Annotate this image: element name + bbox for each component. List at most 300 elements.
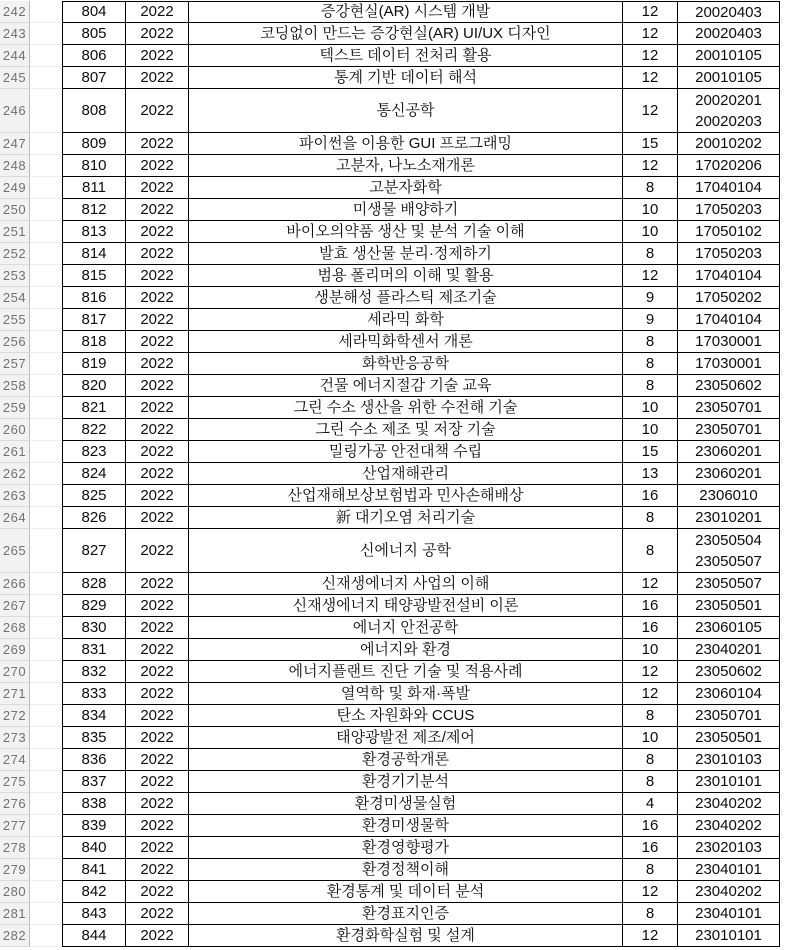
cell-year[interactable]: 2022 bbox=[126, 661, 189, 683]
cell-no[interactable]: 835 bbox=[62, 727, 126, 749]
row-header[interactable]: 280 bbox=[0, 881, 30, 903]
row-header[interactable]: 257 bbox=[0, 353, 30, 375]
cell-no[interactable]: 833 bbox=[62, 683, 126, 705]
cell-hours[interactable]: 8 bbox=[623, 529, 678, 573]
cell-hours[interactable]: 13 bbox=[623, 463, 678, 485]
empty-column-cell[interactable] bbox=[30, 639, 62, 661]
cell-no[interactable]: 809 bbox=[62, 133, 126, 155]
cell-code[interactable] bbox=[678, 199, 780, 221]
empty-column-cell[interactable] bbox=[30, 353, 62, 375]
cell-year[interactable]: 2022 bbox=[126, 705, 189, 727]
cell-no[interactable]: 828 bbox=[62, 573, 126, 595]
cell-hours[interactable]: 4 bbox=[623, 793, 678, 815]
cell-course-name[interactable]: 코딩없이 만드는 증강현실(AR) UI/UX 디자인 bbox=[189, 23, 623, 45]
cell-no[interactable]: 840 bbox=[62, 837, 126, 859]
cell-code[interactable] bbox=[678, 23, 780, 45]
row-header[interactable]: 263 bbox=[0, 485, 30, 507]
empty-column-cell[interactable] bbox=[30, 1, 62, 23]
cell-hours[interactable]: 16 bbox=[623, 837, 678, 859]
empty-column-cell[interactable] bbox=[30, 485, 62, 507]
cell-no[interactable]: 812 bbox=[62, 199, 126, 221]
cell-course-name[interactable]: 신재생에너지 태양광발전설비 이론 bbox=[189, 595, 623, 617]
code-line: 20010202 bbox=[695, 135, 762, 152]
cell-course-name[interactable]: 신에너지 공학 bbox=[189, 529, 623, 573]
cell-hours[interactable]: 15 bbox=[623, 441, 678, 463]
cell-no[interactable]: 827 bbox=[62, 529, 126, 573]
cell-code[interactable] bbox=[678, 419, 780, 441]
cell-no[interactable]: 813 bbox=[62, 221, 126, 243]
cell-course-name[interactable]: 환경통계 및 데이터 분석 bbox=[189, 881, 623, 903]
cell-hours[interactable]: 12 bbox=[623, 573, 678, 595]
cell-no[interactable]: 823 bbox=[62, 441, 126, 463]
cell-code[interactable] bbox=[678, 221, 780, 243]
cell-year[interactable]: 2022 bbox=[126, 463, 189, 485]
empty-column-cell[interactable] bbox=[30, 199, 62, 221]
row-header[interactable]: 259 bbox=[0, 397, 30, 419]
cell-no[interactable]: 841 bbox=[62, 859, 126, 881]
cell-no[interactable]: 836 bbox=[62, 749, 126, 771]
cell-code[interactable] bbox=[678, 793, 780, 815]
cell-course-name[interactable]: 증강현실(AR) 시스템 개발 bbox=[189, 1, 623, 23]
row-header[interactable]: 279 bbox=[0, 859, 30, 881]
cell-hours[interactable]: 12 bbox=[623, 1, 678, 23]
cell-code[interactable] bbox=[678, 727, 780, 749]
cell-course-name[interactable]: 新 대기오염 처리기술 bbox=[189, 507, 623, 529]
cell-no[interactable]: 805 bbox=[62, 23, 126, 45]
cell-year[interactable]: 2022 bbox=[126, 683, 189, 705]
cell-no[interactable]: 804 bbox=[62, 1, 126, 23]
row-header[interactable]: 260 bbox=[0, 419, 30, 441]
cell-no[interactable]: 806 bbox=[62, 45, 126, 67]
cell-course-name[interactable]: 고분자, 나노소재개론 bbox=[189, 155, 623, 177]
cell-code[interactable] bbox=[678, 815, 780, 837]
cell-course-name[interactable]: 환경영향평가 bbox=[189, 837, 623, 859]
row-header[interactable]: 272 bbox=[0, 705, 30, 727]
empty-column-cell[interactable] bbox=[30, 309, 62, 331]
cell-course-name[interactable]: 환경공학개론 bbox=[189, 749, 623, 771]
cell-year[interactable]: 2022 bbox=[126, 727, 189, 749]
cell-year[interactable]: 2022 bbox=[126, 441, 189, 463]
cell-code[interactable] bbox=[678, 89, 780, 133]
cell-course-name[interactable]: 파이썬을 이용한 GUI 프로그래밍 bbox=[189, 133, 623, 155]
cell-hours[interactable]: 8 bbox=[623, 903, 678, 925]
code-line: 23050507 bbox=[695, 575, 762, 592]
cell-hours[interactable]: 16 bbox=[623, 815, 678, 837]
cell-course-name[interactable]: 탄소 자원화와 CCUS bbox=[189, 705, 623, 727]
cell-course-name[interactable]: 환경미생물학 bbox=[189, 815, 623, 837]
cell-no[interactable]: 825 bbox=[62, 485, 126, 507]
table-row bbox=[0, 793, 786, 815]
cell-code[interactable] bbox=[678, 749, 780, 771]
row-header[interactable]: 275 bbox=[0, 771, 30, 793]
cell-code[interactable] bbox=[678, 837, 780, 859]
cell-year[interactable]: 2022 bbox=[126, 397, 189, 419]
cell-hours[interactable]: 8 bbox=[623, 353, 678, 375]
cell-year[interactable]: 2022 bbox=[126, 749, 189, 771]
cell-year[interactable]: 2022 bbox=[126, 67, 189, 89]
code-line: 23050501 bbox=[695, 729, 762, 746]
cell-year[interactable]: 2022 bbox=[126, 485, 189, 507]
cell-no[interactable]: 844 bbox=[62, 925, 126, 947]
cell-course-name[interactable]: 그린 수소 생산을 위한 수전해 기술 bbox=[189, 397, 623, 419]
table-row bbox=[0, 89, 786, 133]
empty-column-cell[interactable] bbox=[30, 859, 62, 881]
cell-course-name[interactable]: 세라믹화학센서 개론 bbox=[189, 331, 623, 353]
cell-code[interactable] bbox=[678, 661, 780, 683]
cell-course-name[interactable]: 신재생에너지 사업의 이해 bbox=[189, 573, 623, 595]
empty-column-cell[interactable] bbox=[30, 793, 62, 815]
cell-code[interactable] bbox=[678, 881, 780, 903]
cell-no[interactable]: 814 bbox=[62, 243, 126, 265]
cell-code[interactable] bbox=[678, 925, 780, 947]
cell-course-name[interactable]: 세라믹 화학 bbox=[189, 309, 623, 331]
empty-column-cell[interactable] bbox=[30, 67, 62, 89]
cell-year[interactable]: 2022 bbox=[126, 419, 189, 441]
empty-column-cell[interactable] bbox=[30, 265, 62, 287]
cell-course-name[interactable]: 환경기기분석 bbox=[189, 771, 623, 793]
cell-year[interactable]: 2022 bbox=[126, 793, 189, 815]
empty-column-cell[interactable] bbox=[30, 815, 62, 837]
cell-hours[interactable]: 12 bbox=[623, 881, 678, 903]
empty-column-cell[interactable] bbox=[30, 507, 62, 529]
cell-hours[interactable]: 9 bbox=[623, 309, 678, 331]
cell-hours[interactable]: 8 bbox=[623, 771, 678, 793]
cell-code[interactable] bbox=[678, 441, 780, 463]
table-row bbox=[0, 595, 786, 617]
table-row bbox=[0, 133, 786, 155]
cell-year[interactable]: 2022 bbox=[126, 639, 189, 661]
row-header[interactable]: 243 bbox=[0, 23, 30, 45]
cell-hours[interactable]: 10 bbox=[623, 419, 678, 441]
empty-column-cell[interactable] bbox=[30, 221, 62, 243]
cell-hours[interactable]: 12 bbox=[623, 661, 678, 683]
empty-column-cell[interactable] bbox=[30, 727, 62, 749]
cell-year[interactable]: 2022 bbox=[126, 925, 189, 947]
row-header[interactable]: 262 bbox=[0, 463, 30, 485]
cell-year[interactable]: 2022 bbox=[126, 353, 189, 375]
empty-column-cell[interactable] bbox=[30, 573, 62, 595]
cell-hours[interactable]: 12 bbox=[623, 45, 678, 67]
cell-course-name[interactable]: 발효 생산물 분리·정제하기 bbox=[189, 243, 623, 265]
cell-code[interactable] bbox=[678, 595, 780, 617]
row-header[interactable]: 282 bbox=[0, 925, 30, 947]
cell-course-name[interactable]: 생분해성 플라스틱 제조기술 bbox=[189, 287, 623, 309]
cell-no[interactable]: 843 bbox=[62, 903, 126, 925]
cell-hours[interactable]: 12 bbox=[623, 925, 678, 947]
cell-code[interactable] bbox=[678, 397, 780, 419]
row-header[interactable]: 248 bbox=[0, 155, 30, 177]
cell-year[interactable]: 2022 bbox=[126, 507, 189, 529]
cell-hours[interactable]: 12 bbox=[623, 89, 678, 133]
cell-year[interactable]: 2022 bbox=[126, 199, 189, 221]
row-header[interactable]: 251 bbox=[0, 221, 30, 243]
cell-hours[interactable]: 12 bbox=[623, 67, 678, 89]
cell-year[interactable]: 2022 bbox=[126, 529, 189, 573]
cell-year[interactable]: 2022 bbox=[126, 133, 189, 155]
cell-code[interactable] bbox=[678, 639, 780, 661]
row-header[interactable]: 267 bbox=[0, 595, 30, 617]
cell-code[interactable] bbox=[678, 463, 780, 485]
row-header[interactable]: 269 bbox=[0, 639, 30, 661]
cell-no[interactable]: 834 bbox=[62, 705, 126, 727]
cell-course-name[interactable]: 바이오의약품 생산 및 분석 기술 이해 bbox=[189, 221, 623, 243]
cell-hours[interactable]: 15 bbox=[623, 133, 678, 155]
cell-hours[interactable]: 16 bbox=[623, 595, 678, 617]
cell-course-name[interactable]: 태양광발전 제조/제어 bbox=[189, 727, 623, 749]
empty-column-cell[interactable] bbox=[30, 23, 62, 45]
row-header[interactable]: 271 bbox=[0, 683, 30, 705]
cell-code[interactable] bbox=[678, 573, 780, 595]
empty-column-cell[interactable] bbox=[30, 925, 62, 947]
code-line: 23050602 bbox=[695, 663, 762, 680]
cell-year[interactable]: 2022 bbox=[126, 815, 189, 837]
cell-year[interactable]: 2022 bbox=[126, 771, 189, 793]
cell-hours[interactable]: 12 bbox=[623, 155, 678, 177]
cell-year[interactable]: 2022 bbox=[126, 309, 189, 331]
empty-column-cell[interactable] bbox=[30, 683, 62, 705]
cell-no[interactable]: 822 bbox=[62, 419, 126, 441]
cell-code[interactable] bbox=[678, 265, 780, 287]
cell-year[interactable]: 2022 bbox=[126, 177, 189, 199]
cell-course-name[interactable]: 그린 수소 제조 및 저장 기술 bbox=[189, 419, 623, 441]
cell-no[interactable]: 829 bbox=[62, 595, 126, 617]
cell-year[interactable]: 2022 bbox=[126, 155, 189, 177]
cell-hours[interactable]: 9 bbox=[623, 287, 678, 309]
empty-column-cell[interactable] bbox=[30, 617, 62, 639]
cell-year[interactable]: 2022 bbox=[126, 1, 189, 23]
row-header[interactable]: 253 bbox=[0, 265, 30, 287]
cell-no[interactable]: 817 bbox=[62, 309, 126, 331]
cell-course-name[interactable]: 통계 기반 데이터 해석 bbox=[189, 67, 623, 89]
cell-year[interactable]: 2022 bbox=[126, 837, 189, 859]
cell-code[interactable] bbox=[678, 331, 780, 353]
row-header[interactable]: 274 bbox=[0, 749, 30, 771]
row-header[interactable]: 261 bbox=[0, 441, 30, 463]
cell-code[interactable] bbox=[678, 67, 780, 89]
row-header[interactable]: 249 bbox=[0, 177, 30, 199]
cell-code[interactable] bbox=[678, 617, 780, 639]
cell-no[interactable]: 808 bbox=[62, 89, 126, 133]
empty-column-cell[interactable] bbox=[30, 155, 62, 177]
table-row bbox=[0, 67, 786, 89]
cell-course-name[interactable]: 환경미생물실험 bbox=[189, 793, 623, 815]
cell-code[interactable] bbox=[678, 529, 780, 573]
empty-column-cell[interactable] bbox=[30, 133, 62, 155]
row-header[interactable]: 258 bbox=[0, 375, 30, 397]
cell-course-name[interactable]: 미생물 배양하기 bbox=[189, 199, 623, 221]
cell-no[interactable]: 807 bbox=[62, 67, 126, 89]
cell-no[interactable]: 815 bbox=[62, 265, 126, 287]
cell-no[interactable]: 816 bbox=[62, 287, 126, 309]
row-header[interactable]: 264 bbox=[0, 507, 30, 529]
row-header[interactable]: 256 bbox=[0, 331, 30, 353]
empty-column-cell[interactable] bbox=[30, 595, 62, 617]
row-header[interactable]: 254 bbox=[0, 287, 30, 309]
cell-code[interactable] bbox=[678, 243, 780, 265]
cell-no[interactable]: 810 bbox=[62, 155, 126, 177]
cell-code[interactable] bbox=[678, 1, 780, 23]
cell-course-name[interactable]: 환경표지인증 bbox=[189, 903, 623, 925]
row-header[interactable]: 250 bbox=[0, 199, 30, 221]
cell-code[interactable] bbox=[678, 705, 780, 727]
cell-course-name[interactable]: 환경정책이해 bbox=[189, 859, 623, 881]
cell-code[interactable] bbox=[678, 859, 780, 881]
cell-course-name[interactable]: 텍스트 데이터 전처리 활용 bbox=[189, 45, 623, 67]
cell-code[interactable] bbox=[678, 375, 780, 397]
cell-year[interactable]: 2022 bbox=[126, 617, 189, 639]
cell-no[interactable]: 830 bbox=[62, 617, 126, 639]
cell-course-name[interactable]: 건물 에너지절감 기술 교육 bbox=[189, 375, 623, 397]
cell-hours[interactable]: 8 bbox=[623, 507, 678, 529]
cell-hours[interactable]: 8 bbox=[623, 705, 678, 727]
cell-year[interactable]: 2022 bbox=[126, 265, 189, 287]
cell-course-name[interactable]: 화학반응공학 bbox=[189, 353, 623, 375]
row-header[interactable]: 273 bbox=[0, 727, 30, 749]
cell-hours[interactable]: 8 bbox=[623, 375, 678, 397]
empty-column-cell[interactable] bbox=[30, 287, 62, 309]
cell-code[interactable] bbox=[678, 353, 780, 375]
row-header[interactable]: 255 bbox=[0, 309, 30, 331]
cell-hours[interactable]: 10 bbox=[623, 199, 678, 221]
row-header[interactable]: 247 bbox=[0, 133, 30, 155]
cell-year[interactable]: 2022 bbox=[126, 243, 189, 265]
empty-column-cell[interactable] bbox=[30, 331, 62, 353]
empty-column-cell[interactable] bbox=[30, 375, 62, 397]
cell-no[interactable]: 838 bbox=[62, 793, 126, 815]
empty-column-cell[interactable] bbox=[30, 771, 62, 793]
cell-hours[interactable]: 8 bbox=[623, 177, 678, 199]
cell-course-name[interactable]: 산업재해관리 bbox=[189, 463, 623, 485]
cell-course-name[interactable]: 에너지 안전공학 bbox=[189, 617, 623, 639]
cell-hours[interactable]: 8 bbox=[623, 243, 678, 265]
empty-column-cell[interactable] bbox=[30, 881, 62, 903]
cell-course-name[interactable]: 에너지와 환경 bbox=[189, 639, 623, 661]
cell-course-name[interactable]: 환경화학실험 및 설계 bbox=[189, 925, 623, 947]
cell-no[interactable]: 837 bbox=[62, 771, 126, 793]
cell-no[interactable]: 839 bbox=[62, 815, 126, 837]
cell-course-name[interactable]: 고분자화학 bbox=[189, 177, 623, 199]
cell-hours[interactable]: 16 bbox=[623, 485, 678, 507]
cell-hours[interactable]: 10 bbox=[623, 397, 678, 419]
cell-no[interactable]: 824 bbox=[62, 463, 126, 485]
cell-year[interactable]: 2022 bbox=[126, 859, 189, 881]
cell-no[interactable]: 821 bbox=[62, 397, 126, 419]
empty-column-cell[interactable] bbox=[30, 463, 62, 485]
table-row bbox=[0, 529, 786, 573]
cell-course-name[interactable]: 밀링가공 안전대책 수립 bbox=[189, 441, 623, 463]
cell-no[interactable]: 811 bbox=[62, 177, 126, 199]
cell-hours[interactable]: 12 bbox=[623, 23, 678, 45]
empty-column-cell[interactable] bbox=[30, 419, 62, 441]
empty-column-cell[interactable] bbox=[30, 661, 62, 683]
cell-year[interactable]: 2022 bbox=[126, 881, 189, 903]
cell-year[interactable]: 2022 bbox=[126, 573, 189, 595]
row-header[interactable]: 244 bbox=[0, 45, 30, 67]
cell-course-name[interactable]: 통신공학 bbox=[189, 89, 623, 133]
empty-column-cell[interactable] bbox=[30, 45, 62, 67]
empty-column-cell[interactable] bbox=[30, 441, 62, 463]
empty-column-cell[interactable] bbox=[30, 397, 62, 419]
row-header[interactable]: 242 bbox=[0, 1, 30, 23]
row-header[interactable]: 268 bbox=[0, 617, 30, 639]
cell-hours[interactable]: 8 bbox=[623, 331, 678, 353]
cell-year[interactable]: 2022 bbox=[126, 903, 189, 925]
row-header[interactable]: 277 bbox=[0, 815, 30, 837]
cell-code[interactable] bbox=[678, 903, 780, 925]
cell-code[interactable] bbox=[678, 155, 780, 177]
row-header[interactable]: 278 bbox=[0, 837, 30, 859]
cell-year[interactable]: 2022 bbox=[126, 89, 189, 133]
cell-year[interactable]: 2022 bbox=[126, 331, 189, 353]
cell-code[interactable] bbox=[678, 177, 780, 199]
empty-column-cell[interactable] bbox=[30, 837, 62, 859]
row-header[interactable]: 281 bbox=[0, 903, 30, 925]
cell-hours[interactable]: 12 bbox=[623, 683, 678, 705]
cell-hours[interactable]: 8 bbox=[623, 749, 678, 771]
cell-code[interactable] bbox=[678, 133, 780, 155]
table-row bbox=[0, 287, 786, 309]
row-header[interactable]: 266 bbox=[0, 573, 30, 595]
empty-column-cell[interactable] bbox=[30, 89, 62, 133]
table-row bbox=[0, 199, 786, 221]
cell-year[interactable]: 2022 bbox=[126, 595, 189, 617]
cell-year[interactable]: 2022 bbox=[126, 45, 189, 67]
cell-hours[interactable]: 16 bbox=[623, 617, 678, 639]
empty-column-cell[interactable] bbox=[30, 243, 62, 265]
empty-column-cell[interactable] bbox=[30, 529, 62, 573]
cell-code[interactable] bbox=[678, 507, 780, 529]
cell-code[interactable] bbox=[678, 485, 780, 507]
cell-code[interactable] bbox=[678, 683, 780, 705]
cell-no[interactable]: 819 bbox=[62, 353, 126, 375]
cell-course-name[interactable]: 산업재해보상보험법과 민사손해배상 bbox=[189, 485, 623, 507]
empty-column-cell[interactable] bbox=[30, 705, 62, 727]
row-header[interactable]: 245 bbox=[0, 67, 30, 89]
row-header[interactable]: 270 bbox=[0, 661, 30, 683]
cell-no[interactable]: 842 bbox=[62, 881, 126, 903]
code-line: 23050504 bbox=[695, 531, 762, 549]
row-header[interactable]: 246 bbox=[0, 89, 30, 133]
cell-year[interactable]: 2022 bbox=[126, 221, 189, 243]
cell-course-name[interactable]: 열역학 및 화재·폭발 bbox=[189, 683, 623, 705]
cell-no[interactable]: 820 bbox=[62, 375, 126, 397]
cell-no[interactable]: 832 bbox=[62, 661, 126, 683]
row-header[interactable]: 252 bbox=[0, 243, 30, 265]
cell-code[interactable] bbox=[678, 287, 780, 309]
cell-hours[interactable]: 10 bbox=[623, 221, 678, 243]
cell-hours[interactable]: 10 bbox=[623, 639, 678, 661]
cell-no[interactable]: 831 bbox=[62, 639, 126, 661]
cell-code[interactable] bbox=[678, 309, 780, 331]
cell-year[interactable]: 2022 bbox=[126, 375, 189, 397]
row-header[interactable]: 276 bbox=[0, 793, 30, 815]
empty-column-cell[interactable] bbox=[30, 903, 62, 925]
cell-year[interactable]: 2022 bbox=[126, 23, 189, 45]
cell-code[interactable] bbox=[678, 771, 780, 793]
cell-hours[interactable]: 12 bbox=[623, 265, 678, 287]
empty-column-cell[interactable] bbox=[30, 177, 62, 199]
cell-course-name[interactable]: 범용 폴리머의 이해 및 활용 bbox=[189, 265, 623, 287]
cell-no[interactable]: 826 bbox=[62, 507, 126, 529]
cell-hours[interactable]: 8 bbox=[623, 859, 678, 881]
row-header[interactable]: 265 bbox=[0, 529, 30, 573]
cell-no[interactable]: 818 bbox=[62, 331, 126, 353]
cell-hours[interactable]: 10 bbox=[623, 727, 678, 749]
cell-year[interactable]: 2022 bbox=[126, 287, 189, 309]
empty-column-cell[interactable] bbox=[30, 749, 62, 771]
cell-code[interactable] bbox=[678, 45, 780, 67]
cell-course-name[interactable]: 에너지플랜트 진단 기술 및 적용사례 bbox=[189, 661, 623, 683]
